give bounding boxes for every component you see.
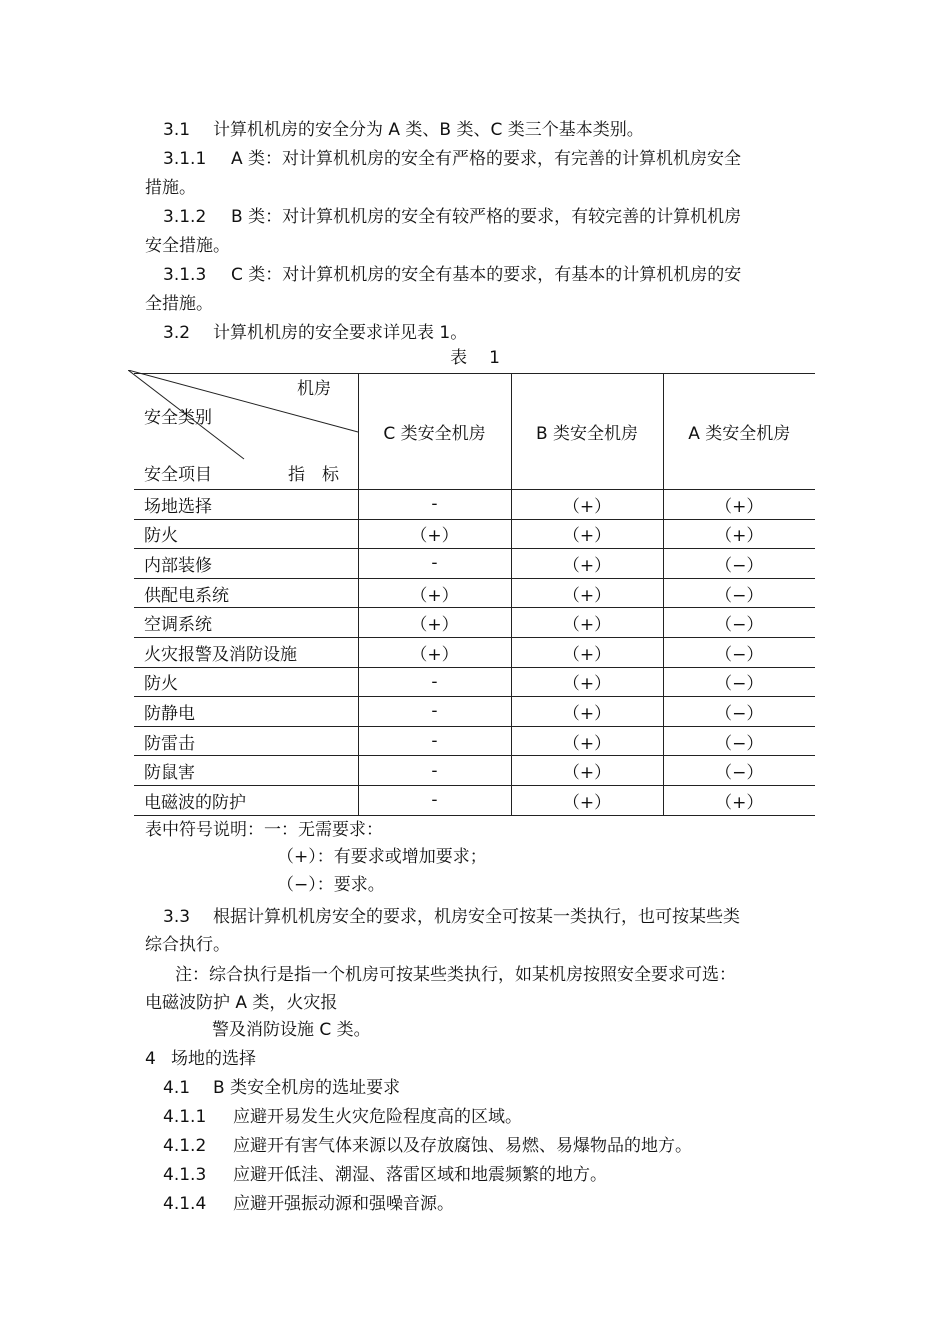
column-header-b: B 类安全机房 xyxy=(511,374,663,490)
section-number: 3.1.2 xyxy=(163,207,207,227)
row-item: 火灾报警及消防设施 xyxy=(134,637,358,667)
table-row xyxy=(134,697,815,727)
section-4-1 xyxy=(163,1076,400,1100)
section-number: 4.1.4 xyxy=(163,1194,207,1214)
cell-c: - xyxy=(358,756,511,786)
table-title-number: 1 xyxy=(489,348,500,368)
para-3-1-1 xyxy=(163,147,741,171)
column-header-c: C 类安全机房 xyxy=(358,374,511,490)
cell-c: （+） xyxy=(358,519,511,549)
item-text: 应避开有害气体来源以及存放腐蚀、易燃、易爆物品的地方。 xyxy=(233,1136,692,1156)
cell-a: （−） xyxy=(663,578,815,608)
cell-c: （+） xyxy=(358,637,511,667)
para-3-1 xyxy=(163,118,644,142)
cell-a: （+） xyxy=(663,785,815,815)
cell-c: - xyxy=(358,667,511,697)
cell-b: （+） xyxy=(511,756,663,786)
row-item: 防雷击 xyxy=(134,726,358,756)
item-text: 应避开易发生火灾危险程度高的区域。 xyxy=(233,1107,522,1127)
item-text: 应避开强振动源和强噪音源。 xyxy=(233,1194,454,1214)
cell-a: （+） xyxy=(663,519,815,549)
table-row xyxy=(134,578,815,608)
item-4-1-4 xyxy=(163,1192,454,1216)
note-line-1: 注：综合执行是指一个机房可按某些类执行，如某机房按照安全要求可选： xyxy=(175,965,736,985)
legend-line-3: （−）：要求。 xyxy=(277,875,385,895)
legend-line-2: （+）：有要求或增加要求； xyxy=(277,847,487,867)
table-row xyxy=(134,785,815,815)
corner-label-item: 安全项目 xyxy=(144,465,212,485)
row-item: 防鼠害 xyxy=(134,756,358,786)
cell-c: - xyxy=(358,490,511,520)
table-title-label: 表 xyxy=(450,348,468,368)
para-3-1-3 xyxy=(163,263,741,287)
diagonal-header-cell xyxy=(134,374,358,490)
para-text: C 类：对计算机机房的安全有基本的要求，有基本的计算机机房的安 xyxy=(231,265,742,285)
section-number: 3.1.1 xyxy=(163,149,207,169)
table-row xyxy=(134,756,815,786)
cell-b: （+） xyxy=(511,726,663,756)
cell-b: （+） xyxy=(511,667,663,697)
para-3-1-1-cont: 措施。 xyxy=(145,178,196,198)
cell-a: （−） xyxy=(663,667,815,697)
section-number: 3.1 xyxy=(163,120,191,140)
cell-a: （−） xyxy=(663,756,815,786)
cell-a: （−） xyxy=(663,726,815,756)
section-number: 4.1.2 xyxy=(163,1136,207,1156)
row-item: 防静电 xyxy=(134,697,358,727)
cell-c: （+） xyxy=(358,578,511,608)
table-row xyxy=(134,637,815,667)
section-title: B 类安全机房的选址要求 xyxy=(213,1078,401,1098)
table-row xyxy=(134,519,815,549)
section-title: 场地的选择 xyxy=(171,1049,256,1069)
legend-line-1: 表中符号说明：一：无需要求： xyxy=(145,820,383,840)
row-item: 内部装修 xyxy=(134,549,358,579)
para-3-3-cont: 综合执行。 xyxy=(145,935,230,955)
row-item: 空调系统 xyxy=(134,608,358,638)
corner-label-room: 机房 xyxy=(297,379,331,399)
para-text: 计算机机房的安全分为 A 类、B 类、C 类三个基本类别。 xyxy=(213,120,644,140)
cell-a: （+） xyxy=(663,490,815,520)
section-4-heading xyxy=(145,1047,256,1071)
cell-b: （+） xyxy=(511,519,663,549)
item-4-1-1 xyxy=(163,1105,522,1129)
section-number: 4.1.1 xyxy=(163,1107,207,1127)
security-requirements-table xyxy=(134,373,815,816)
cell-b: （+） xyxy=(511,490,663,520)
table-row xyxy=(134,726,815,756)
cell-a: （−） xyxy=(663,697,815,727)
cell-a: （−） xyxy=(663,608,815,638)
cell-b: （+） xyxy=(511,637,663,667)
section-number: 3.2 xyxy=(163,323,191,343)
section-number: 3.1.3 xyxy=(163,265,207,285)
para-text: A 类：对计算机机房的安全有严格的要求，有完善的计算机机房安全 xyxy=(231,149,742,169)
cell-c: （+） xyxy=(358,608,511,638)
table-title xyxy=(0,346,950,370)
row-item: 防火 xyxy=(134,667,358,697)
section-number: 3.3 xyxy=(163,907,191,927)
cell-c: - xyxy=(358,726,511,756)
para-3-1-3-cont: 全措施。 xyxy=(145,294,213,314)
para-text: 根据计算机机房安全的要求，机房安全可按某一类执行，也可按某些类 xyxy=(213,907,740,927)
table-row xyxy=(134,667,815,697)
row-item: 供配电系统 xyxy=(134,578,358,608)
cell-a: （−） xyxy=(663,549,815,579)
section-number: 4.1 xyxy=(163,1078,191,1098)
para-3-1-2-cont: 安全措施。 xyxy=(145,236,230,256)
table-row xyxy=(134,549,815,579)
item-4-1-2 xyxy=(163,1134,692,1158)
cell-a: （−） xyxy=(663,637,815,667)
note-line-3: 警及消防设施 C 类。 xyxy=(212,1020,371,1040)
corner-label-index: 指 标 xyxy=(288,465,339,485)
para-text: B 类：对计算机机房的安全有较严格的要求，有较完善的计算机机房 xyxy=(231,207,742,227)
note-line-2: 电磁波防护 A 类，火灾报 xyxy=(145,993,338,1013)
para-3-2 xyxy=(163,321,467,345)
row-item: 电磁波的防护 xyxy=(134,785,358,815)
table-row xyxy=(134,608,815,638)
para-3-3 xyxy=(163,905,740,929)
column-header-a: A 类安全机房 xyxy=(663,374,815,490)
cell-b: （+） xyxy=(511,578,663,608)
section-number: 4 xyxy=(145,1049,156,1069)
section-number: 4.1.3 xyxy=(163,1165,207,1185)
para-text: 计算机机房的安全要求详见表 1。 xyxy=(213,323,468,343)
row-item: 防火 xyxy=(134,519,358,549)
row-item: 场地选择 xyxy=(134,490,358,520)
table-header-row xyxy=(134,374,815,490)
corner-label-category: 安全类别 xyxy=(144,408,212,428)
cell-b: （+） xyxy=(511,785,663,815)
para-3-1-2 xyxy=(163,205,741,229)
cell-c: - xyxy=(358,549,511,579)
cell-b: （+） xyxy=(511,697,663,727)
cell-b: （+） xyxy=(511,608,663,638)
cell-c: - xyxy=(358,785,511,815)
item-text: 应避开低洼、潮湿、落雷区域和地震频繁的地方。 xyxy=(233,1165,607,1185)
cell-c: - xyxy=(358,697,511,727)
cell-b: （+） xyxy=(511,549,663,579)
item-4-1-3 xyxy=(163,1163,607,1187)
